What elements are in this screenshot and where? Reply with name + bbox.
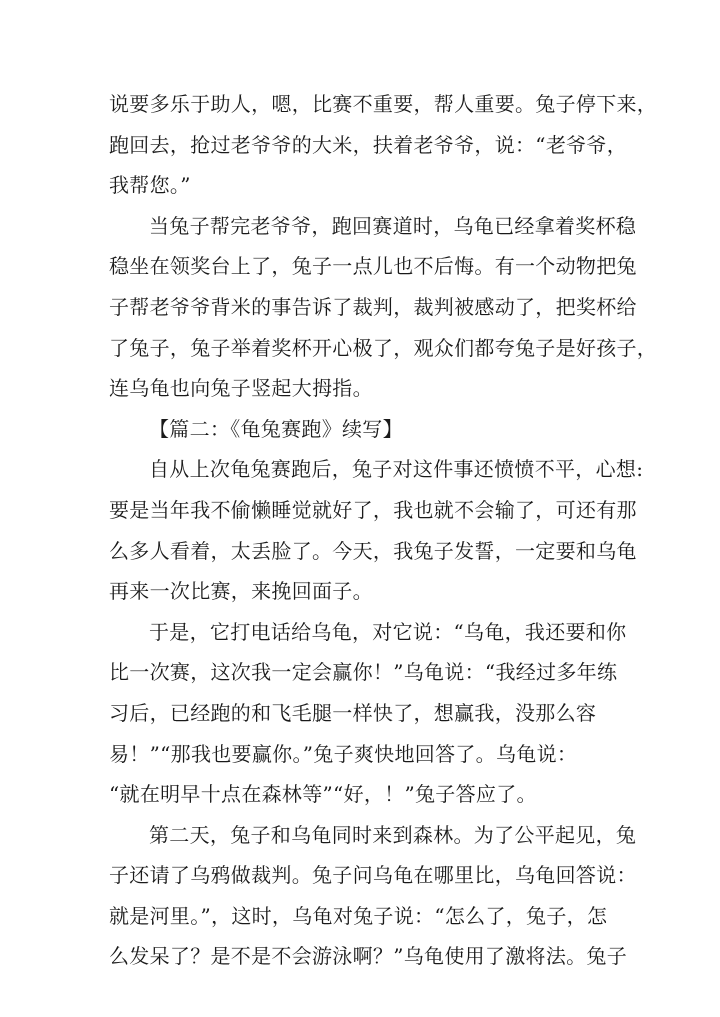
- text-line: 么多人看着，太丢脸了。今天，我兔子发誓，一定要和乌龟: [109, 538, 637, 563]
- text-line: 么发呆了？是不是不会游泳啊？”乌龟使用了激将法。兔子: [109, 944, 628, 969]
- text-line: 习后，已经跑的和飞毛腿一样快了，想赢我，没那么容: [109, 700, 597, 725]
- body-text: [109, 84, 658, 977]
- text-line: 跑回去，抢过老爷爷的大米，扶着老爷爷，说：“老爷爷，: [109, 132, 628, 157]
- text-line: 自从上次龟兔赛跑后，兔子对这件事还愤愤不平，心想:: [149, 457, 644, 482]
- text-line: “就在明早十点在森林等”“好，！”兔子答应了。: [109, 782, 537, 807]
- text-line: 于是，它打电话给乌龟，对它说：“乌龟，我还要和你: [149, 619, 627, 644]
- text-line: 了兔子，兔子举着奖杯开心极了，观众们都夸兔子是好孩子，: [109, 335, 658, 360]
- text-line: 再来一次比赛，来挽回面子。: [109, 579, 373, 604]
- text-line: 易！”“那我也要赢你。”兔子爽快地回答了。乌龟说：: [109, 741, 578, 766]
- text-line: 连乌龟也向兔子竖起大拇指。: [109, 376, 373, 401]
- text-line: 就是河里。”，这时，乌龟对兔子说：“怎么了，兔子，怎: [109, 903, 608, 928]
- text-line: 要是当年我不偷懒睡觉就好了，我也就不会输了，可还有那: [109, 497, 637, 522]
- text-line: 子还请了乌鸦做裁判。兔子问乌龟在哪里比，乌龟回答说：: [109, 863, 637, 888]
- text-line: 第二天，兔子和乌龟同时来到森林。为了公平起见，兔: [149, 822, 637, 847]
- text-line: 说要多乐于助人，嗯，比赛不重要，帮人重要。兔子停下来，: [109, 92, 658, 116]
- text-line: 比一次赛，这次我一定会赢你！”乌龟说：“我经过多年练: [109, 660, 618, 685]
- text-line: 当兔子帮完老爷爷，跑回赛道时，乌龟已经拿着奖杯稳: [149, 213, 637, 238]
- text-line: 子帮老爷爷背米的事告诉了裁判，裁判被感动了，把奖杯给: [109, 294, 637, 319]
- text-line: 稳坐在领奖台上了，兔子一点儿也不后悔。有一个动物把兔: [109, 254, 637, 279]
- text-line: 我帮您。”: [109, 173, 191, 198]
- text-line: 【篇二：《龟兔赛跑》续写】: [149, 416, 403, 441]
